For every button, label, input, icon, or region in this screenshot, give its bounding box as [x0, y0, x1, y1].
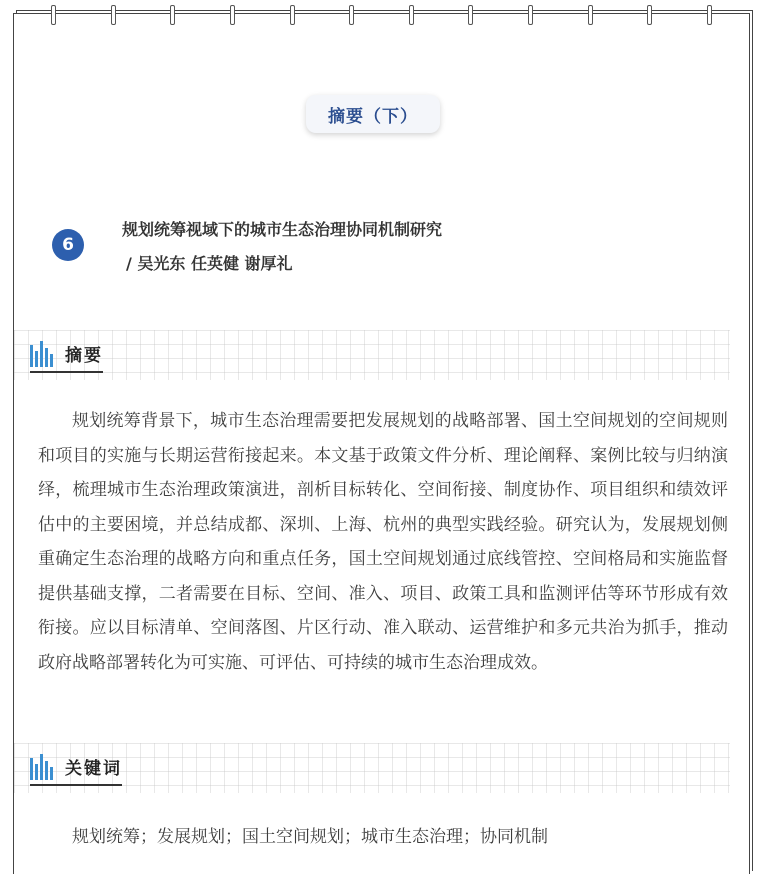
binder-rings — [0, 5, 764, 27]
binder-ring-icon — [707, 5, 712, 25]
binder-ring-icon — [230, 5, 235, 25]
bar-chart-icon — [30, 754, 55, 780]
keywords-text: 规划统筹；发展规划；国土空间规划；城市生态治理；协同机制 — [72, 827, 548, 847]
binder-ring-icon — [528, 5, 533, 25]
binder-ring-icon — [409, 5, 414, 25]
binder-ring-icon — [290, 5, 295, 25]
binder-ring-icon — [111, 5, 116, 25]
binder-ring-icon — [349, 5, 354, 25]
keywords-heading — [30, 754, 122, 786]
binder-ring-icon — [647, 5, 652, 25]
binder-ring-icon — [51, 5, 56, 25]
abstract-header-band — [14, 330, 730, 380]
binder-ring-icon — [588, 5, 593, 25]
keywords-heading-label: 关键词 — [65, 759, 122, 779]
article-number-badge: 6 — [52, 229, 84, 261]
abstract-heading — [30, 341, 103, 373]
section-title-pill: 摘要（下） — [306, 95, 440, 133]
article-authors: / 吴光东 任英健 谢厚礼 — [126, 254, 293, 273]
article-title: 规划统筹视域下的城市生态治理协同机制研究 — [122, 220, 443, 239]
abstract-body: 规划统筹背景下，城市生态治理需要把发展规划的战略部署、国土空间规划的空间规则和项目的实施与长期运营衔接起来。本文基于政策文件分析、理论阐释、案例比较与归纳演绎，梳理城市生态治理政策演进，剖析目标转化、空间衔接、制度协作、项目组织和绩效评估中的主要困境，并总结成都、深圳、上海、杭州的典型实践经验。研究认为，发展规划侧重确定生态治理的战略方向和重点任务，国土空间规划通过底线管控、空间格局和实施监督提供基础支撑，二者需要在目标、空间、准入、项目、政策工具和监测评估等环节形成有效衔接。应以目标清单、空间落图、片区行动、准入联动、运营维护和多元共治为抓手，推动政府战略部署转化为可实施、可评估、可持续的城市生态治理成效。 — [38, 411, 728, 673]
bar-chart-icon — [30, 341, 55, 367]
abstract-heading-label: 摘要 — [65, 346, 103, 366]
binder-ring-icon — [170, 5, 175, 25]
binder-ring-icon — [468, 5, 473, 25]
